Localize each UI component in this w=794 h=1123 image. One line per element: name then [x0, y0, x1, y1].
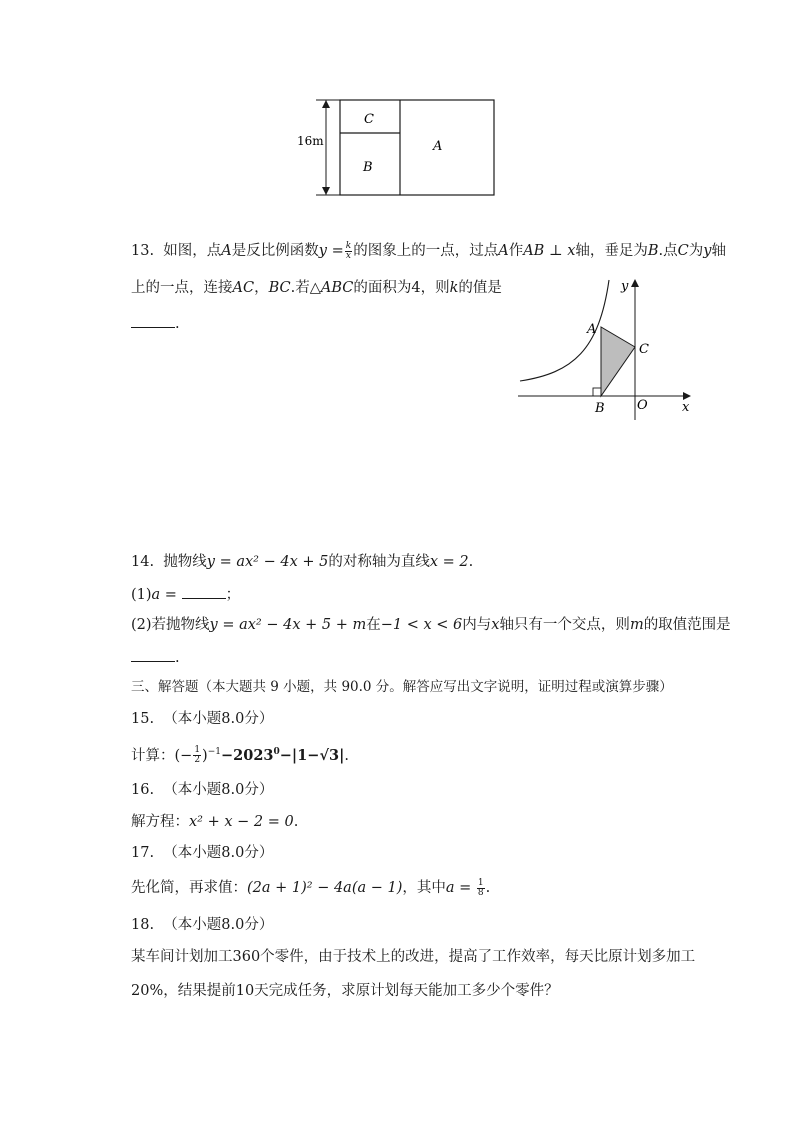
- region-c-label: C: [364, 112, 374, 127]
- q13-answer-line: .: [131, 313, 180, 334]
- q17-header: 17. （本小题8.0分）: [131, 845, 274, 861]
- label-x: x: [682, 400, 690, 415]
- fraction-k-over-x: $\frac{k}{x}$: [345, 240, 352, 261]
- fraction-one-half: $\frac{1}{2}$: [194, 745, 201, 766]
- right-angle-mark: [593, 388, 601, 396]
- label-a: A: [587, 322, 597, 337]
- q13-answer-blank[interactable]: [131, 313, 175, 328]
- q14-part2-blank[interactable]: [131, 647, 175, 662]
- figure-13: [515, 275, 695, 425]
- label-o: O: [637, 398, 648, 413]
- q16-header: 16. （本小题8.0分）: [131, 782, 274, 798]
- region-b-label: B: [363, 160, 373, 175]
- section-3-title: 三、解答题（本大题共 9 小题，共 90.0 分。解答应写出文字说明，证明过程或演算步骤）: [131, 679, 673, 695]
- fraction-one-eighth: $\frac{1}{8}$: [477, 877, 484, 898]
- q18-header: 18. （本小题8.0分）: [131, 917, 274, 933]
- q14-part1-blank[interactable]: [182, 584, 226, 599]
- q14-part1: (1)a = ；: [131, 584, 240, 605]
- q15-body: 计算：(− $\frac{1}{2}$ )$^{-1}-2023^0-|1-√3|$.: [131, 745, 349, 766]
- q18-line1: 某车间计划加工360个零件，由于技术上的改进，提高了工作效率，每天比原计划多加工: [131, 949, 696, 965]
- q14-part2: (2)若抛物线y = ax² − 4x + 5 + m在−1 < x < 6内与x轴只有一个交点，则m的取值范围是: [131, 617, 731, 633]
- label-b: B: [595, 401, 605, 416]
- triangle-abc: [601, 327, 635, 396]
- q15-header: 15. （本小题8.0分）: [131, 711, 274, 727]
- figure-12: [290, 95, 505, 201]
- q16-body: 解方程：x² + x − 2 = 0.: [131, 814, 299, 830]
- q13-line1: 13. 如图，点A是反比例函数y = $\frac{k}{x}$ 的图象上的一点，过点A作AB ⊥ x轴，垂足为B.点C为y轴: [131, 240, 726, 261]
- q17-body: 先化简，再求值：(2a + 1)² − 4a(a − 1)，其中a = $\frac{1}{8}$ .: [131, 877, 491, 898]
- arrow-head-bottom: [322, 187, 330, 195]
- q18-line2: 20%，结果提前10天完成任务，求原计划每天能加工多少个零件？: [131, 983, 559, 999]
- q13-line2: 上的一点，连接AC，BC.若△ABC的面积为4，则k的值是: [131, 280, 502, 296]
- label-c: C: [639, 342, 649, 357]
- q14-line1: 14. 抛物线y = ax² − 4x + 5的对称轴为直线x = 2.: [131, 554, 474, 570]
- arrow-head-top: [322, 100, 330, 108]
- q14-answer-line: .: [131, 647, 180, 668]
- height-label: 16m: [297, 134, 324, 148]
- label-y: y: [621, 279, 629, 294]
- region-a-label: A: [433, 139, 443, 154]
